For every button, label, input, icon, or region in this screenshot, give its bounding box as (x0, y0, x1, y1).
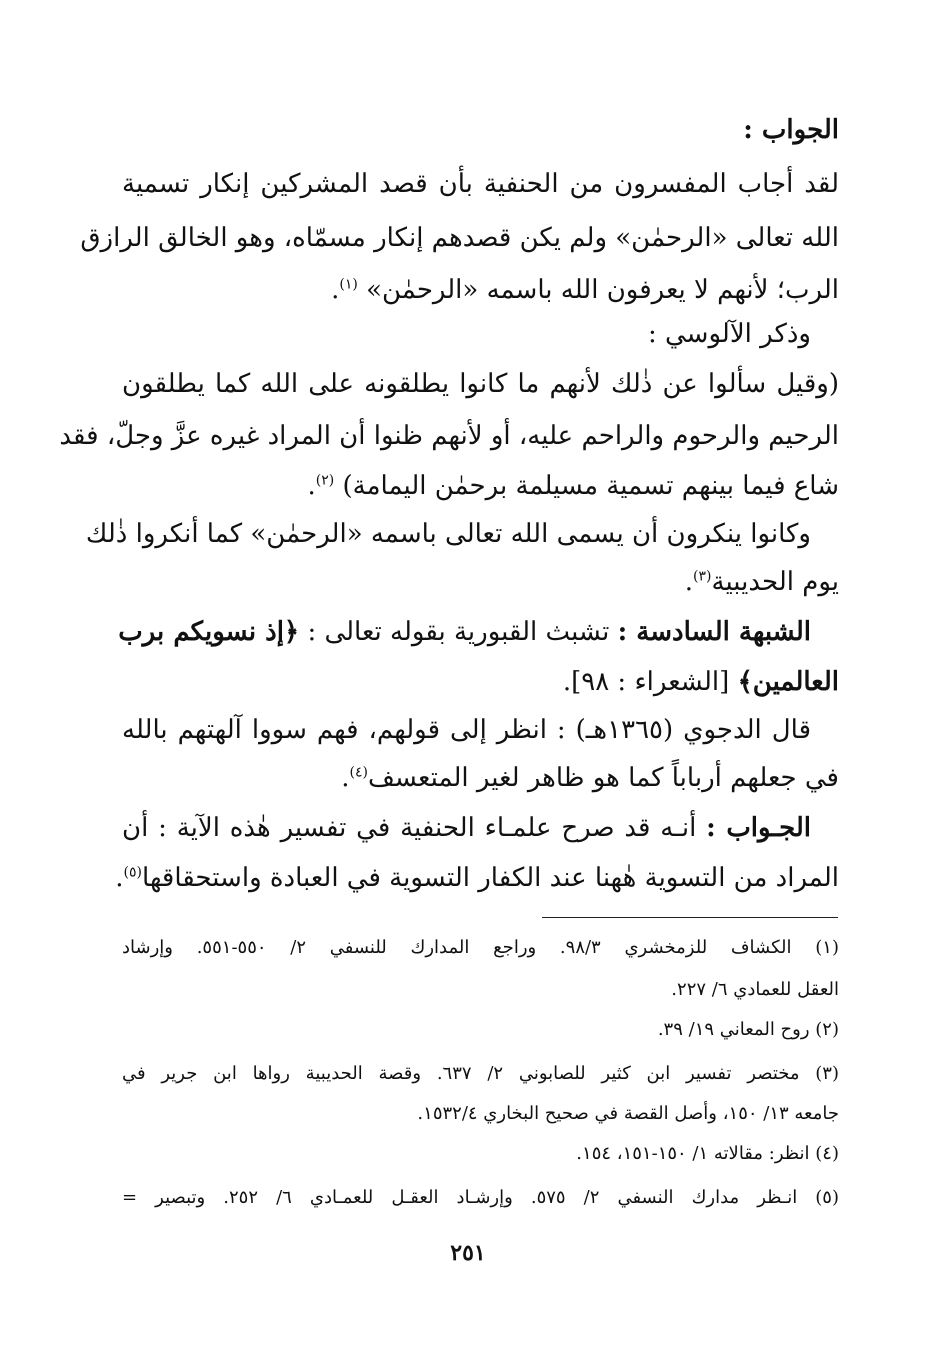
footnote-separator (542, 917, 838, 918)
verse-citation: [الشعراء : ٩٨]. (562, 667, 730, 697)
body-text: يوم الحديبية (711, 567, 839, 597)
footnote-ref: (١) (339, 276, 358, 293)
quran-verse: ﴿إذ نسويكم برب (118, 617, 300, 647)
body-line: وكانوا ينكرون أن يسمى الله تعالى باسمه «الرحمٰن» كما أنكروا ذٰلك (85, 519, 811, 549)
footnote-line: جامعه ١٣/ ١٥٠، وأصل القصة في صحيح البخاري ١٥٣٢/٤. (417, 1103, 839, 1124)
body-line (122, 810, 811, 846)
footnote-line: العقل للعمادي ٦/ ٢٢٧. (671, 979, 839, 1000)
quote-line (308, 468, 839, 504)
page-number: ٢٥١ (450, 1240, 486, 1266)
body-line: وذكر الآلوسي : (647, 319, 811, 349)
footnote-line: (١) الكشاف للزمخشري ٩٨/٣. وراجع المدارك للنسفي ٢/ ٥٥٠-٥٥١. وإرشاد (122, 937, 839, 958)
footnote-line: (٤) انظر: مقالاته ١/ ١٥٠-١٥١، ١٥٤. (576, 1143, 839, 1164)
body-line: الله تعالى «الرحمٰن» ولم يكن قصدهم إنكار مسمّاه، وهو الخالق الرازق (80, 223, 839, 253)
quote-line: الرحيم والرحوم والراحم عليه، أو لأنهم ظنوا أن المراد غيره عزَّ وجلّ، فقد (59, 421, 839, 451)
footnote-ref: (٢) (315, 472, 335, 489)
quote-line: (وقيل سألوا عن ذٰلك لأنهم ما كانوا يطلقونه على الله كما يطلقون (122, 369, 839, 399)
section-label: الشبهة السادسة : (617, 617, 811, 647)
body-line: قال الدجوي (١٣٦٥هـ) : انظر إلى قولهم، فهم سووا آلهتهم بالله (122, 715, 812, 745)
footnote-line: (٣) مختصر تفسير ابن كثير للصابوني ٢/ ٦٣٧. وقصة الحديبية رواها ابن جرير في (122, 1063, 839, 1084)
footnote-ref: (٤) (349, 764, 368, 781)
footnote-ref: (٣) (693, 568, 712, 585)
punctuation: . (341, 763, 350, 793)
quote-text: شاع فيما بينهم تسمية مسيلمة برحمٰن اليمامة) (342, 471, 839, 501)
punctuation: . (115, 863, 124, 893)
body-text: تشبث القبورية بقوله تعالى : (307, 617, 610, 647)
body-line (563, 664, 839, 700)
body-text: الرب؛ لأنهم لا يعرفون الله باسمه «الرحمٰن» (366, 275, 839, 305)
body-line (115, 860, 839, 896)
answer-label: الجـواب : (706, 813, 812, 843)
body-line (331, 272, 839, 308)
punctuation: . (331, 275, 340, 305)
footnote-line: (٥) انـظر مدارك النسفي ٢/ ٥٧٥. وإرشـاد العقـل للعمـادي ٦/ ٢٥٢. وتبصير = (122, 1187, 839, 1208)
punctuation: . (307, 471, 316, 501)
body-line: لقد أجاب المفسرون من الحنفية بأن قصد المشركين إنكار تسمية (122, 169, 839, 199)
body-text: في جعلهم أرباباً كما هو ظاهر لغير المتعسف (367, 763, 839, 793)
body-line (341, 760, 839, 796)
quran-verse: العالمين﴾ (737, 667, 839, 697)
body-line (685, 564, 839, 600)
body-text: المراد من التسوية هٰهنا عند الكفار التسوية في العبادة واستحقاقها (142, 863, 839, 893)
footnote-ref: (٥) (123, 864, 143, 881)
punctuation: . (684, 567, 694, 597)
body-line (118, 614, 811, 650)
body-text: أنـه قد صرح علمـاء الحنفية في تفسير هٰذه الآية : أن (122, 813, 697, 843)
footnote-line: (٢) روح المعاني ١٩/ ٣٩. (657, 1019, 839, 1040)
answer-heading: الجواب : (743, 115, 839, 145)
